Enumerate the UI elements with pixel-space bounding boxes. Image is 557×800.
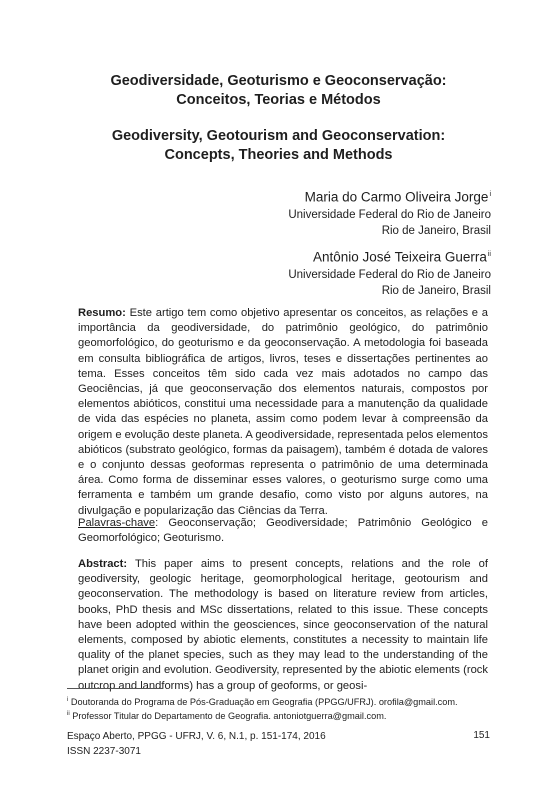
footer-journal: Espaço Aberto, PPGG - UFRJ, V. 6, N.1, p. 151-174, 2016 (67, 731, 326, 742)
abstract-paragraph (78, 557, 488, 694)
footnote-text: Professor Titular do Departamento de Geografia. antoniotguerra@gmail.com. (69, 711, 387, 722)
keywords-paragraph (78, 516, 488, 546)
title-english-line-2: Concepts, Theories and Methods (164, 147, 393, 163)
author-footnote-mark: i (489, 191, 491, 198)
author-institution: Universidade Federal do Rio de Janeiro (288, 208, 491, 221)
title-english (60, 127, 497, 165)
abstract-label: Abstract: (78, 558, 128, 570)
footnote-mark: i (67, 697, 69, 703)
author-location: Rio de Janeiro, Brasil (381, 284, 491, 297)
footnote-text: Doutoranda do Programa de Pós-Graduação em Geografia (PPGG/UFRJ). orofila@gmail.com. (68, 697, 458, 708)
author-block-1 (288, 186, 491, 239)
footnote-2 (67, 708, 386, 722)
title-portuguese (60, 72, 497, 110)
keywords-text: : Geoconservação; Geodiversidade; Patrimônio Geológico e Geomorfológico; Geoturismo. (78, 517, 488, 545)
author-name: Antônio José Teixeira Guerra$^{ii}$ (313, 249, 491, 265)
title-portuguese-line-2: Conceitos, Teorias e Métodos (176, 92, 381, 108)
resumo-text: Este artigo tem como objetivo apresentar os conceitos, as relações e a importância da geodiversidade, do patrimônio geológico, do patrimônio geomorfológico, do geoturismo e da geoconservação. A metodologia foi baseada em consulta bibliográfica de artigos, livros, teses e dissertações pertinentes ao tema. Esses conceitos têm sido cada vez mais adotados no campo das Geociências, já que geoconservação dos elementos naturais, compostos por elementos abióticos, constitui uma necessidade para a manutenção da qualidade de vida das espécies no planeta, assim como podem levar à compreensão da origem e evolução deste planeta. A geodiversidade, representada pelos elementos abióticos (substrato geológico, formas da paisagem), também é dotada de valores e o conjunto dessas geoformas representa o patrimônio de uma determinada área. Como forma de disseminar esses valores, o geoturismo surge como uma ferramenta e também um grande desafio, como visto por alguns autores, na divulgação e popularização das Ciências da Terra. (78, 307, 488, 517)
footer-issn: ISSN 2237-3071 (67, 746, 141, 757)
author-footnote-mark: ii (487, 251, 491, 258)
footnote-divider (67, 688, 163, 689)
title-english-line-1: Geodiversity, Geotourism and Geoconservation: (111, 128, 446, 144)
page-number: 151 (473, 730, 490, 741)
resumo-paragraph (78, 306, 488, 519)
author-location: Rio de Janeiro, Brasil (381, 224, 491, 237)
title-portuguese-line-1: Geodiversidade, Geoturismo e Geoconservação: (110, 73, 447, 89)
author-block-2 (288, 246, 491, 299)
author-name: Maria do Carmo Oliveira Jorge$^i$ (304, 189, 491, 205)
footnote-1 (67, 694, 458, 708)
abstract-text: This paper aims to present concepts, relations and the role of geodiversity, geologic heritage, geomorphological heritage, geotourism and geoconservation. The methodology is based on literature review from articles, books, PhD thesis and MSc dissertations, related to this issue. These concepts have been adopted within the geosciences, since geoconservation of the natural elements, composed by abiotic elements, constitutes a necessity to maintain life quality of the planet species, such as they may lead to the understanding of the planet origin and evolution. Geodiversity, represented by the abiotic elements (rock outcrop and landforms) has a group of geoforms, or geosi- (78, 558, 488, 692)
footnote-mark: ii (67, 711, 70, 717)
resumo-label: Resumo: (78, 307, 126, 319)
keywords-label: Palavras-chave (78, 517, 156, 529)
author-institution: Universidade Federal do Rio de Janeiro (288, 268, 491, 281)
